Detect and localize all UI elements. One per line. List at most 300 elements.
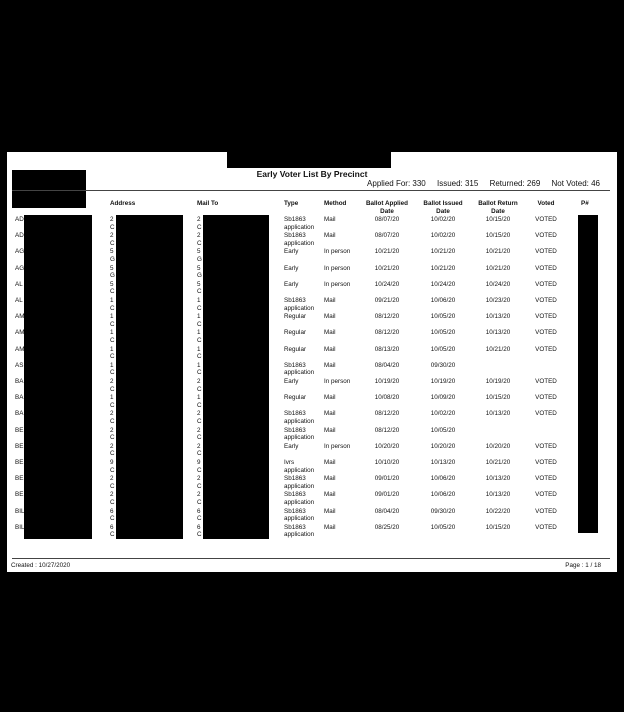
address-cell-line: 1: [110, 313, 114, 321]
table-row: [7, 427, 617, 443]
voted-cell: VOTED: [535, 459, 557, 466]
address-cell-line: C: [110, 466, 115, 474]
voter-name: AD: [15, 232, 24, 240]
address-cell: [110, 427, 115, 442]
return-date-cell: 10/13/20: [485, 313, 511, 321]
address-cell-line: 6: [110, 523, 114, 531]
column-header-applied-date: Ballot Applied Date: [365, 200, 409, 215]
return-date-cell: 10/15/20: [485, 523, 511, 531]
mail-to-cell: [197, 410, 202, 425]
voted-cell: VOTED: [535, 313, 557, 321]
method-cell: Mail: [324, 426, 336, 434]
applied-date-cell: 09/01/20: [374, 475, 400, 483]
mail-to-cell-line: 2: [197, 216, 201, 223]
type-cell: [284, 378, 298, 386]
mail-to-cell: [197, 362, 202, 377]
returned-count: Returned: 269: [489, 179, 541, 188]
method-cell: Mail: [324, 216, 336, 223]
mail-to-cell: [197, 427, 202, 442]
mail-to-cell-line: G: [197, 272, 202, 280]
address-cell-line: C: [110, 353, 115, 361]
return-date-cell: 10/20/20: [485, 442, 511, 450]
mail-to-cell-line: C: [197, 515, 202, 523]
address-cell-line: 1: [110, 361, 114, 369]
mail-to-cell-line: 1: [197, 297, 201, 304]
mail-to-cell: [197, 443, 202, 458]
type-cell: [284, 216, 314, 231]
method-cell: In person: [324, 248, 351, 256]
address-cell-line: G: [110, 272, 115, 280]
return-date-cell: 10/13/20: [485, 491, 511, 499]
table-row: [7, 216, 617, 232]
type-cell-line: application: [284, 369, 315, 377]
table-row: [7, 459, 617, 475]
voted-cell: VOTED: [535, 442, 557, 450]
column-header-method: Method: [324, 200, 347, 207]
address-cell-line: 1: [110, 297, 114, 304]
applied-date-cell: 08/07/20: [374, 216, 400, 223]
issued-date-cell: 10/13/20: [430, 459, 456, 466]
type-cell-line: application: [284, 482, 315, 490]
address-cell-line: 1: [110, 345, 114, 353]
issued-date-cell: 10/20/20: [430, 442, 456, 450]
method-cell: Mail: [324, 491, 336, 499]
applied-date-cell: 08/07/20: [374, 232, 400, 240]
table-row: [7, 248, 617, 264]
address-cell: [110, 459, 115, 474]
voted-cell: VOTED: [535, 378, 557, 385]
type-cell: [284, 329, 306, 337]
not-voted-count: Not Voted: 46: [551, 179, 600, 188]
mail-to-cell-line: 6: [197, 507, 201, 515]
method-cell: In person: [324, 378, 351, 385]
applied-date-cell: 08/04/20: [374, 507, 400, 515]
address-cell-line: 2: [110, 232, 114, 240]
mail-to-cell: [197, 248, 202, 263]
issued-date-cell: 10/05/20: [430, 345, 456, 353]
return-date-cell: 10/22/20: [485, 507, 511, 515]
issued-date-cell: 10/02/20: [430, 232, 456, 240]
type-cell: [284, 265, 298, 273]
voter-name: AG: [15, 264, 25, 272]
address-cell-line: 5: [110, 280, 114, 288]
mail-to-cell: [197, 281, 202, 296]
issued-date-cell: 10/05/20: [430, 523, 456, 531]
voter-name: BA: [15, 378, 24, 385]
mail-to-cell: [197, 508, 202, 523]
mail-to-cell-line: C: [197, 482, 202, 490]
address-cell: [110, 313, 115, 328]
address-cell-line: C: [110, 531, 115, 539]
applied-date-cell: 10/21/20: [374, 248, 400, 256]
table-row: [7, 524, 617, 540]
return-date-cell: 10/24/20: [485, 280, 511, 288]
table-row: [7, 362, 617, 378]
address-cell-line: C: [110, 417, 115, 425]
mail-to-cell-line: C: [197, 288, 202, 296]
mail-to-cell: [197, 459, 202, 474]
mail-to-cell-line: 9: [197, 459, 201, 466]
table-row: [7, 265, 617, 281]
mail-to-cell: [197, 475, 202, 490]
return-date-cell: 10/15/20: [485, 394, 511, 402]
voted-cell: VOTED: [535, 394, 557, 402]
applied-date-cell: 08/12/20: [374, 329, 400, 337]
method-cell: Mail: [324, 232, 336, 240]
voter-name: BE: [15, 442, 24, 450]
header-divider: [12, 190, 610, 191]
address-cell-line: C: [110, 515, 115, 523]
mail-to-cell-line: 2: [197, 491, 201, 499]
voter-name: AM: [15, 345, 25, 353]
type-cell-line: Sb1863: [284, 523, 306, 531]
type-cell-line: Sb1863: [284, 491, 306, 499]
address-cell-line: C: [110, 401, 115, 409]
method-cell: Mail: [324, 329, 336, 337]
table-row: [7, 508, 617, 524]
summary-line: [358, 179, 600, 188]
voter-name: BA: [15, 410, 24, 418]
address-cell-line: 6: [110, 507, 114, 515]
voter-name: AL: [15, 280, 23, 288]
applied-date-cell: 09/21/20: [374, 297, 400, 304]
voted-cell: VOTED: [535, 475, 557, 483]
redacted-address-column: [116, 215, 183, 539]
mail-to-cell-line: 1: [197, 394, 201, 402]
mail-to-cell-line: C: [197, 466, 202, 474]
voter-name: AM: [15, 329, 25, 337]
address-cell-line: 5: [110, 248, 114, 256]
mail-to-cell-line: C: [197, 498, 202, 506]
table-row: [7, 410, 617, 426]
table-row: [7, 475, 617, 491]
redacted-precinct-column: [578, 215, 598, 533]
return-date-cell: 10/15/20: [485, 216, 511, 223]
address-cell: [110, 410, 115, 425]
mail-to-cell-line: 2: [197, 475, 201, 483]
type-cell-line: application: [284, 531, 315, 539]
type-cell-line: Sb1863: [284, 361, 306, 369]
issued-date-cell: 09/30/20: [430, 361, 456, 369]
type-cell: [284, 524, 314, 539]
issued-date-cell: 10/19/20: [430, 378, 456, 385]
type-cell: [284, 459, 314, 474]
column-header-type: Type: [284, 200, 299, 207]
method-cell: In person: [324, 264, 351, 272]
address-cell-line: 5: [110, 264, 114, 272]
mail-to-cell-line: 2: [197, 410, 201, 418]
applied-date-cell: 10/24/20: [374, 280, 400, 288]
type-cell: [284, 346, 306, 354]
mail-to-cell-line: 5: [197, 264, 201, 272]
return-date-cell: 10/15/20: [485, 232, 511, 240]
issued-date-cell: 10/06/20: [430, 475, 456, 483]
issued-date-cell: 10/06/20: [430, 297, 456, 304]
voter-name: BE: [15, 426, 24, 434]
type-cell-line: Sb1863: [284, 410, 306, 418]
issued-date-cell: 10/09/20: [430, 394, 456, 402]
voter-name: BIL: [15, 523, 25, 531]
address-cell-line: C: [110, 223, 115, 231]
table-row: [7, 491, 617, 507]
mail-to-cell-line: C: [197, 450, 202, 458]
type-cell-line: Regular: [284, 345, 307, 353]
mail-to-cell: [197, 394, 202, 409]
address-cell-line: 1: [110, 394, 114, 402]
issued-date-cell: 10/21/20: [430, 248, 456, 256]
address-cell-line: 2: [110, 475, 114, 483]
address-cell: [110, 378, 115, 393]
address-cell-line: 2: [110, 426, 114, 434]
issued-date-cell: 10/02/20: [430, 410, 456, 418]
mail-to-cell-line: 1: [197, 361, 201, 369]
method-cell: Mail: [324, 459, 336, 466]
voter-name: AL: [15, 297, 23, 304]
voted-cell: VOTED: [535, 345, 557, 353]
voted-cell: VOTED: [535, 507, 557, 515]
address-cell: [110, 346, 115, 361]
address-cell-line: C: [110, 385, 115, 393]
mail-to-cell: [197, 216, 202, 231]
applied-date-cell: 08/12/20: [374, 410, 400, 418]
type-cell-line: application: [284, 434, 315, 442]
type-cell: [284, 491, 314, 506]
address-cell-line: 2: [110, 491, 114, 499]
mail-to-cell: [197, 297, 202, 312]
type-cell-line: application: [284, 466, 315, 474]
mail-to-cell-line: 2: [197, 442, 201, 450]
return-date-cell: 10/13/20: [485, 475, 511, 483]
type-cell-line: Sb1863: [284, 507, 306, 515]
address-cell-line: 9: [110, 459, 114, 466]
voter-name: AM: [15, 313, 25, 321]
applied-date-cell: 10/19/20: [374, 378, 400, 385]
address-cell: [110, 232, 115, 247]
applied-date-cell: 10/20/20: [374, 442, 400, 450]
address-cell-line: G: [110, 255, 115, 263]
column-header-voted: Voted: [537, 200, 555, 207]
voter-name: BA: [15, 394, 24, 402]
type-cell: [284, 475, 314, 490]
address-cell: [110, 443, 115, 458]
mail-to-cell-line: C: [197, 336, 202, 344]
issued-date-cell: 10/06/20: [430, 491, 456, 499]
address-cell-line: C: [110, 304, 115, 312]
address-cell: [110, 216, 115, 231]
mail-to-cell-line: 2: [197, 232, 201, 240]
voted-cell: VOTED: [535, 216, 557, 223]
issued-date-cell: 10/21/20: [430, 264, 456, 272]
address-cell: [110, 248, 115, 263]
address-cell: [110, 297, 115, 312]
mail-to-cell-line: 1: [197, 345, 201, 353]
issued-date-cell: 10/02/20: [430, 216, 456, 223]
table-row: [7, 281, 617, 297]
address-cell: [110, 265, 115, 280]
method-cell: Mail: [324, 523, 336, 531]
table-row: [7, 443, 617, 459]
type-cell-line: Sb1863: [284, 216, 306, 223]
method-cell: Mail: [324, 297, 336, 304]
method-cell: Mail: [324, 361, 336, 369]
return-date-cell: 10/13/20: [485, 410, 511, 418]
issued-date-cell: 09/30/20: [430, 507, 456, 515]
type-cell-line: application: [284, 223, 315, 231]
type-cell-line: application: [284, 304, 315, 312]
mail-to-cell-line: C: [197, 304, 202, 312]
method-cell: Mail: [324, 475, 336, 483]
issued-date-cell: 10/05/20: [430, 329, 456, 337]
mail-to-cell-line: 2: [197, 378, 201, 385]
table-row: [7, 313, 617, 329]
mail-to-cell-line: C: [197, 239, 202, 247]
created-date: Created : 10/27/2020: [11, 562, 71, 569]
type-cell: [284, 427, 314, 442]
mail-to-cell-line: C: [197, 417, 202, 425]
mail-to-cell-line: G: [197, 255, 202, 263]
type-cell: [284, 410, 314, 425]
address-cell-line: 2: [110, 410, 114, 418]
issued-date-cell: 10/05/20: [430, 313, 456, 321]
address-cell: [110, 362, 115, 377]
mail-to-cell-line: C: [197, 531, 202, 539]
mail-to-cell: [197, 378, 202, 393]
applied-date-cell: 08/12/20: [374, 313, 400, 321]
address-cell: [110, 524, 115, 539]
method-cell: Mail: [324, 394, 336, 402]
address-cell-line: C: [110, 288, 115, 296]
voter-name: BE: [15, 459, 24, 466]
mail-to-cell-line: C: [197, 320, 202, 328]
type-cell-line: Sb1863: [284, 297, 306, 304]
mail-to-cell-line: C: [197, 401, 202, 409]
type-cell: [284, 508, 314, 523]
voter-name: BIL: [15, 507, 25, 515]
table-row: [7, 329, 617, 345]
address-cell-line: C: [110, 434, 115, 442]
type-cell-line: Regular: [284, 329, 307, 337]
mail-to-cell-line: C: [197, 353, 202, 361]
return-date-cell: 10/13/20: [485, 329, 511, 337]
applied-date-cell: 08/13/20: [374, 345, 400, 353]
column-header-address: Address: [110, 200, 136, 207]
method-cell: Mail: [324, 313, 336, 321]
mail-to-cell-line: 6: [197, 523, 201, 531]
mail-to-cell-line: 1: [197, 313, 201, 321]
address-cell-line: 2: [110, 378, 114, 385]
type-cell-line: Regular: [284, 394, 307, 402]
type-cell: [284, 313, 306, 321]
voted-cell: VOTED: [535, 264, 557, 272]
applied-date-cell: 10/10/20: [374, 459, 400, 466]
return-date-cell: 10/21/20: [485, 264, 511, 272]
type-cell-line: application: [284, 417, 315, 425]
mail-to-cell-line: C: [197, 434, 202, 442]
applied-date-cell: 10/08/20: [374, 394, 400, 402]
address-cell-line: C: [110, 320, 115, 328]
address-cell-line: C: [110, 369, 115, 377]
return-date-cell: 10/21/20: [485, 345, 511, 353]
address-cell-line: 2: [110, 442, 114, 450]
type-cell-line: Sb1863: [284, 232, 306, 240]
column-header-mail-to: Mail To: [197, 200, 219, 207]
mail-to-cell: [197, 346, 202, 361]
address-cell-line: C: [110, 450, 115, 458]
address-cell: [110, 508, 115, 523]
type-cell-line: Early: [284, 280, 299, 288]
type-cell: [284, 248, 298, 256]
address-cell-line: C: [110, 498, 115, 506]
voter-name: BE: [15, 491, 24, 499]
mail-to-cell: [197, 313, 202, 328]
redacted-mail-to-column: [203, 215, 269, 539]
applied-date-cell: 08/25/20: [374, 523, 400, 531]
mail-to-cell: [197, 491, 202, 506]
type-cell-line: Early: [284, 442, 299, 450]
mail-to-cell-line: 2: [197, 426, 201, 434]
voted-cell: VOTED: [535, 329, 557, 337]
address-cell: [110, 281, 115, 296]
report-title: Early Voter List By Precinct: [256, 169, 368, 179]
address-cell: [110, 329, 115, 344]
type-cell: [284, 232, 314, 247]
voted-cell: VOTED: [535, 297, 557, 304]
issued-count: Issued: 315: [436, 179, 479, 188]
redacted-name-column: [24, 215, 92, 539]
table-row: [7, 232, 617, 248]
column-header-precinct: P#: [581, 200, 589, 207]
type-cell-line: application: [284, 498, 315, 506]
column-header-return-date: Ballot Return Date: [478, 200, 518, 215]
address-cell: [110, 475, 115, 490]
applied-date-cell: 08/04/20: [374, 361, 400, 369]
address-cell: [110, 394, 115, 409]
address-cell-line: 1: [110, 329, 114, 337]
applied-date-cell: 10/21/20: [374, 264, 400, 272]
issued-date-cell: 10/05/20: [430, 426, 456, 434]
method-cell: Mail: [324, 410, 336, 418]
mail-to-cell: [197, 329, 202, 344]
address-cell-line: C: [110, 336, 115, 344]
type-cell-line: application: [284, 239, 315, 247]
voter-name: AG: [15, 248, 25, 256]
issued-date-cell: 10/24/20: [430, 280, 456, 288]
method-cell: Mail: [324, 507, 336, 515]
return-date-cell: 10/21/20: [485, 459, 511, 466]
voted-cell: VOTED: [535, 523, 557, 531]
address-cell-line: C: [110, 239, 115, 247]
mail-to-cell: [197, 265, 202, 280]
column-header-issued-date: Ballot Issued Date: [423, 200, 463, 215]
voter-name: AS: [15, 361, 24, 369]
mail-to-cell: [197, 524, 202, 539]
type-cell-line: Regular: [284, 313, 307, 321]
applied-count: Applied For: 330: [367, 179, 426, 188]
page-number: Page : 1 / 18: [565, 562, 601, 569]
voted-cell: VOTED: [535, 248, 557, 256]
address-cell-line: 2: [110, 216, 114, 223]
mail-to-cell-line: C: [197, 223, 202, 231]
type-cell-line: Early: [284, 378, 299, 385]
report-page: [7, 152, 617, 572]
applied-date-cell: 09/01/20: [374, 491, 400, 499]
voted-cell: VOTED: [535, 280, 557, 288]
mail-to-cell-line: 5: [197, 248, 201, 256]
mail-to-cell-line: 5: [197, 280, 201, 288]
mail-to-cell-line: C: [197, 369, 202, 377]
voter-name: BE: [15, 475, 24, 483]
table-row: [7, 346, 617, 362]
